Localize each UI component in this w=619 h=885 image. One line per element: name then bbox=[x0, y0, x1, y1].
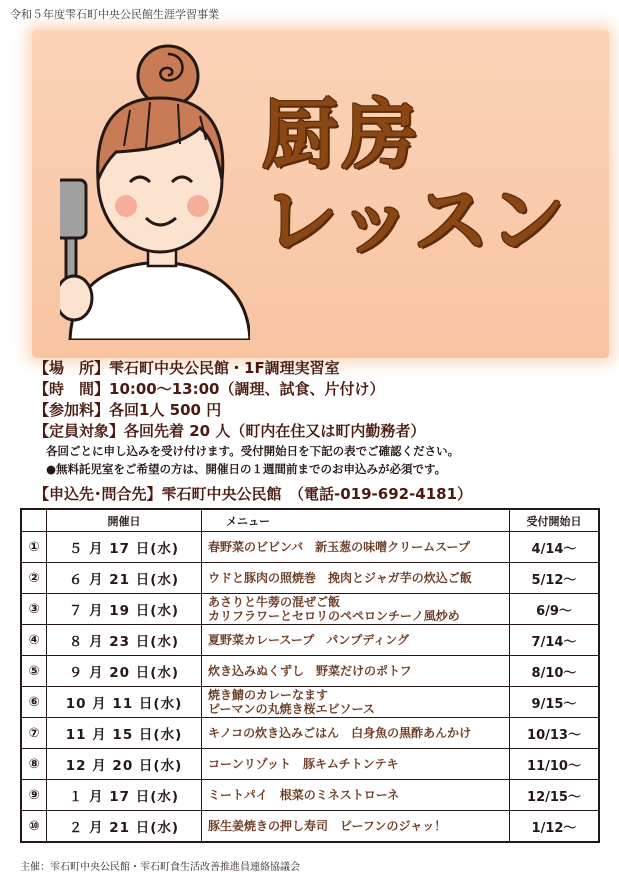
row-date: ８ 月 23 日(水) bbox=[47, 625, 202, 656]
row-menu bbox=[202, 594, 510, 625]
row-start-date: 8/10〜 bbox=[510, 656, 600, 687]
table-row bbox=[21, 532, 599, 563]
menu-line-1: 豚生姜焼きの押し寿司 ビーフンのジャッ！ bbox=[208, 819, 447, 833]
row-date: ６ 月 21 日(水) bbox=[47, 563, 202, 594]
table-row bbox=[21, 563, 599, 594]
schedule-body bbox=[21, 532, 599, 843]
table-row bbox=[21, 749, 599, 780]
menu-line-2: カリフラワーとセロリのペペロンチーノ風炒め bbox=[208, 609, 460, 623]
row-number: ③ bbox=[21, 594, 47, 625]
table-row bbox=[21, 687, 599, 718]
menu-line-1: 炊き込みぬくずし 野菜だけのポトフ bbox=[208, 664, 412, 678]
row-number: ① bbox=[21, 532, 47, 563]
menu-line-1: ウドと豚肉の照焼巻 挽肉とジャガ芋の炊込ご飯 bbox=[208, 571, 472, 585]
row-number: ⑤ bbox=[21, 656, 47, 687]
row-menu bbox=[202, 563, 510, 594]
menu-line-1: キノコの炊き込みごはん 白身魚の黒酢あんかけ bbox=[208, 726, 472, 740]
row-start-date: 5/12〜 bbox=[510, 563, 600, 594]
header-menu: メニュー bbox=[202, 509, 510, 532]
row-number: ② bbox=[21, 563, 47, 594]
organizer-heading: 令和５年度雫石町中央公民館生涯学習事業 bbox=[10, 8, 219, 21]
row-number: ⑧ bbox=[21, 749, 47, 780]
place-row: 【場 所】雫石町中央公民館・1F調理実習室 bbox=[34, 359, 340, 377]
header-start: 受付開始日 bbox=[510, 509, 600, 532]
row-menu bbox=[202, 718, 510, 749]
row-start-date: 11/10〜 bbox=[510, 749, 600, 780]
row-date: １ 月 17 日(水) bbox=[47, 780, 202, 811]
row-number: ⑥ bbox=[21, 687, 47, 718]
menu-line-1: 焼き鯖のカレーなます bbox=[208, 688, 329, 702]
row-menu bbox=[202, 749, 510, 780]
table-row bbox=[21, 718, 599, 749]
row-date: ２ 月 21 日(水) bbox=[47, 811, 202, 843]
row-start-date: 1/12〜 bbox=[510, 811, 600, 843]
row-date: ９ 月 20 日(水) bbox=[47, 656, 202, 687]
capacity-row: 【定員対象】各回先着 20 人（町内在住又は町内勤務者） bbox=[34, 422, 426, 440]
menu-line-1: ミートパイ 根菜のミネストローネ bbox=[208, 788, 400, 802]
row-start-date: 9/15〜 bbox=[510, 687, 600, 718]
row-date: ５ 月 17 日(水) bbox=[47, 532, 202, 563]
row-start-date: 7/14〜 bbox=[510, 625, 600, 656]
row-menu bbox=[202, 811, 510, 843]
row-menu bbox=[202, 656, 510, 687]
header-date: 開催日 bbox=[47, 509, 202, 532]
table-header-row bbox=[21, 509, 599, 532]
row-number: ⑨ bbox=[21, 780, 47, 811]
event-details bbox=[34, 358, 604, 478]
menu-line-1: あさりと牛蒡の混ぜご飯 bbox=[208, 595, 341, 609]
row-menu bbox=[202, 780, 510, 811]
menu-line-1: コーンリゾット 豚キムチトンテキ bbox=[208, 757, 399, 771]
childcare-note: ●無料託児室をご希望の方は、開催日の１週間前までのお申込みが必須です。 bbox=[46, 462, 447, 476]
row-number: ④ bbox=[21, 625, 47, 656]
menu-line-2: ピーマンの丸焼き桜エビソース bbox=[208, 702, 375, 716]
schedule-table bbox=[20, 508, 600, 843]
table-row bbox=[21, 780, 599, 811]
table-row bbox=[21, 811, 599, 843]
row-start-date: 10/13〜 bbox=[510, 718, 600, 749]
header-num bbox=[21, 509, 47, 532]
cook-woman-illustration bbox=[60, 40, 250, 340]
row-menu bbox=[202, 532, 510, 563]
sponsor-footer: 主催：雫石町中央公民館・雫石町食生活改善推進員連絡協議会 bbox=[20, 862, 300, 873]
row-menu bbox=[202, 625, 510, 656]
title-line-1: 厨房 bbox=[262, 90, 422, 179]
row-number: ⑦ bbox=[21, 718, 47, 749]
table-row bbox=[21, 656, 599, 687]
title-line-2: レッスン bbox=[262, 176, 566, 265]
event-title bbox=[262, 92, 565, 264]
menu-line-1: 夏野菜カレースープ パンプディング bbox=[208, 633, 410, 647]
row-start-date: 12/15〜 bbox=[510, 780, 600, 811]
table-row bbox=[21, 594, 599, 625]
fee-row: 【参加料】各回1人 500 円 bbox=[34, 401, 222, 419]
application-note: 各回ごとに申し込みを受け付けます。受付開始日を下記の表でご確認ください。 bbox=[46, 444, 460, 458]
row-date: ７ 月 19 日(水) bbox=[47, 594, 202, 625]
row-start-date: 6/9〜 bbox=[510, 594, 600, 625]
row-date: 11 月 15 日(水) bbox=[47, 718, 202, 749]
time-row: 【時 間】10:00〜13:00（調理、試食、片付け） bbox=[34, 380, 385, 398]
row-date: 12 月 20 日(水) bbox=[47, 749, 202, 780]
row-menu bbox=[202, 687, 510, 718]
row-number: ⑩ bbox=[21, 811, 47, 843]
contact-info: 【申込先･問合先】雫石町中央公民館 （電話-019-692-4181） bbox=[34, 485, 473, 503]
table-row bbox=[21, 625, 599, 656]
row-start-date: 4/14〜 bbox=[510, 532, 600, 563]
menu-line-1: 春野菜のビビンバ 新玉葱の味噌クリームスープ bbox=[208, 540, 470, 554]
row-date: 10 月 11 日(水) bbox=[47, 687, 202, 718]
